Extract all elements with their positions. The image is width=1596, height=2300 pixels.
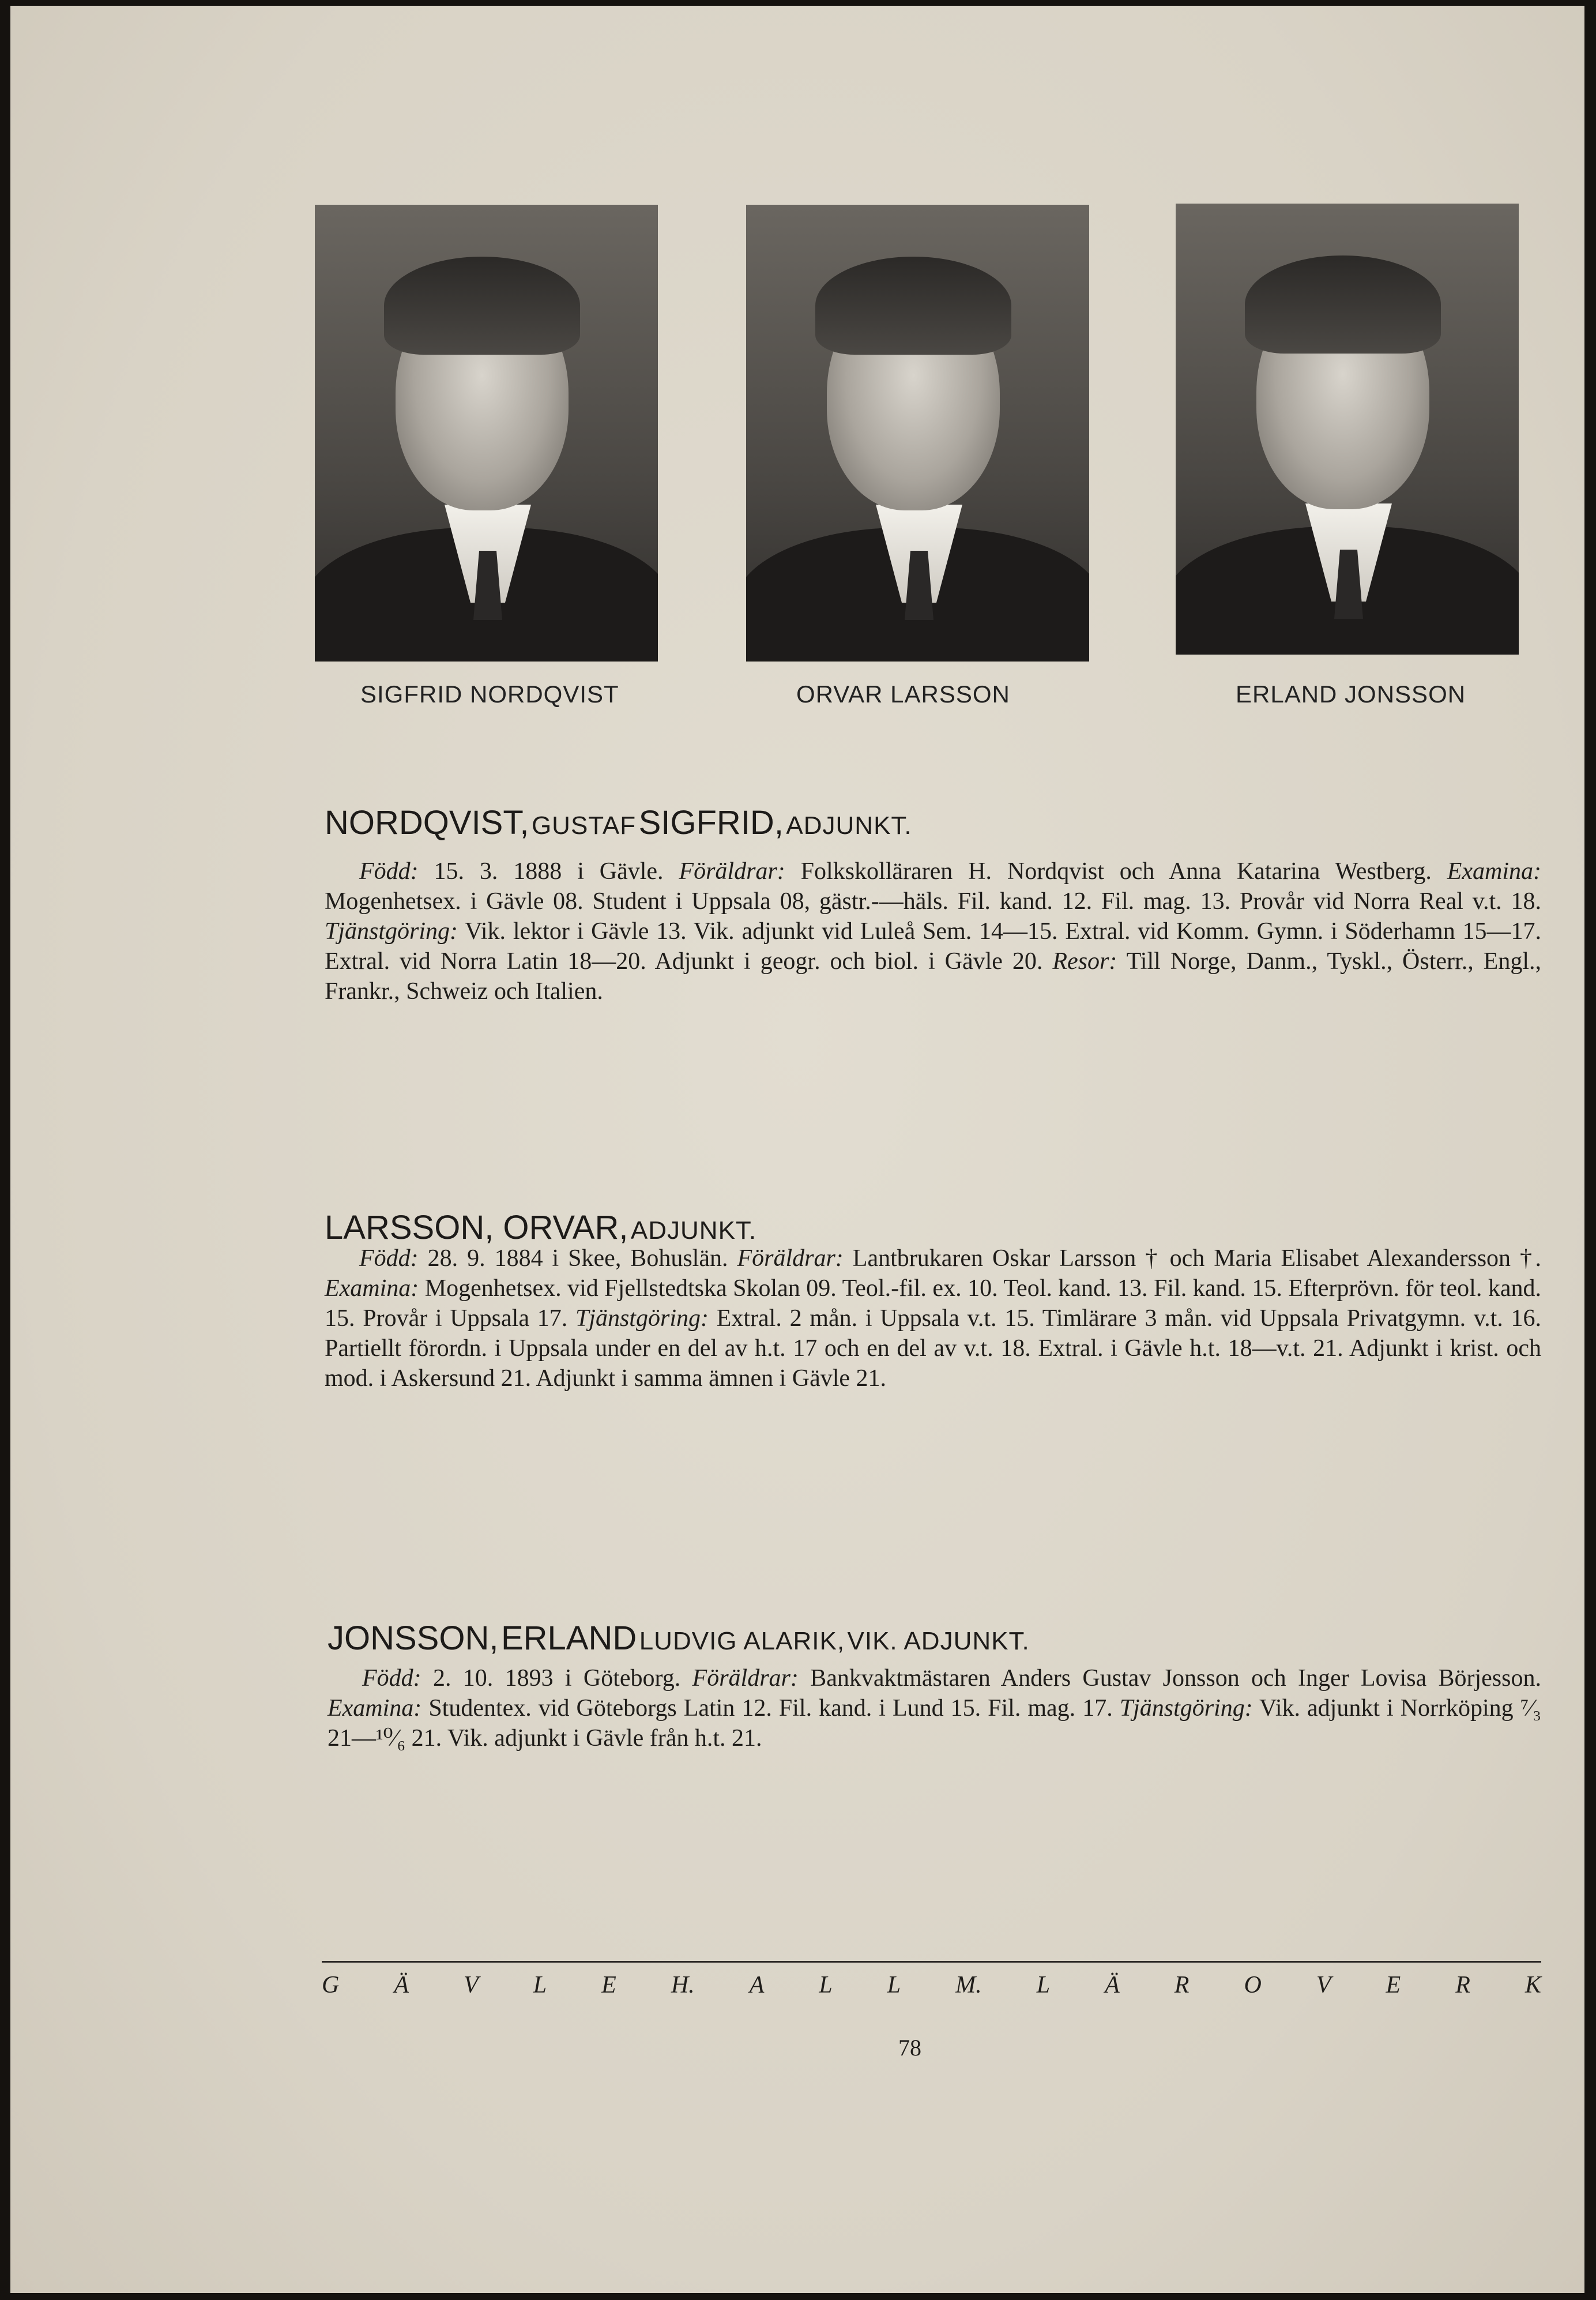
entry-biography: Född: 15. 3. 1888 i Gävle. Föräldrar: Folkskolläraren H. Nordqvist och Anna Katarina Westberg. Examina: Mogenhetsex. i Gävle 08. Student i Uppsala 08, gästr.-—häls. Fil. kand. 12. Fil. mag. 13. Provår vid Norra Real v.t. 18. Tjänstgöring: Vik. lektor i Gävle 13. Vik. adjunkt vid Luleå Sem. 14—15. Extral. vid Komm. Gymn. i Söderhamn 15—17. Extral. vid Norra Latin 18—20. Adjunkt i geogr. och biol. i Gävle 20. Resor: Till Norge, Danm., Tyskl., Österr., Engl., Frankr., Schweiz och Italien. xyxy=(325,858,1542,1005)
page xyxy=(10,6,1584,2293)
page-number: 78 xyxy=(898,2035,921,2061)
entry-heading: LARSSON, ORVAR, ADJUNKT. xyxy=(325,1209,757,1246)
entry-heading: NORDQVIST, GUSTAF SIGFRID, ADJUNKT. xyxy=(325,804,912,841)
entry-biography: Född: 2. 10. 1893 i Göteborg. Föräldrar: Bankvaktmästaren Anders Gustav Jonsson och Inger Lovisa Börjesson. Examina: Studentex. vid Göteborgs Latin 12. Fil. kand. i Lund 15. Fil. mag. 17. Tjänstgöring: Vik. adjunkt i Norrköping ⁷⁄₃ 21—¹⁰⁄₆ 21. Vik. adjunkt i Gävle från h.t. 21. xyxy=(328,1665,1541,1752)
footer-school-title: G Ä V L E H. A L L M. L Ä R O V E R K xyxy=(322,1972,1541,1998)
footer-rule xyxy=(322,1961,1541,1963)
portrait-photo-larsson xyxy=(746,205,1089,662)
entry-biography: Född: 28. 9. 1884 i Skee, Bohuslän. Föräldrar: Lantbrukaren Oskar Larsson † och Maria Elisabet Alexandersson †. Examina: Mogenhetsex. vid Fjellstedtska Skolan 09. Teol.-fil. ex. 10. Teol. kand. 13. Fil. kand. 15. Efterprövn. för teol. kand. 15. Provår i Uppsala 17. Tjänstgöring: Extral. 2 mån. i Uppsala v.t. 15. Timlärare 3 mån. vid Uppsala Privatgymn. v.t. 16. Partiellt förordn. i Uppsala under en del av h.t. 17 och en del av v.t. 18. Extral. i Gävle h.t. 18—v.t. 21. Adjunkt i krist. och mod. i Askersund 21. Adjunkt i samma ämnen i Gävle 21. xyxy=(325,1245,1542,1392)
photo-caption: ORVAR LARSSON xyxy=(796,681,1010,708)
portrait-photo-jonsson xyxy=(1176,204,1519,655)
entry-heading: JONSSON, ERLAND LUDVIG ALARIK, VIK. ADJUNKT. xyxy=(328,1619,1030,1657)
photo-caption: ERLAND JONSSON xyxy=(1236,681,1466,708)
photo-caption: SIGFRID NORDQVIST xyxy=(360,681,619,708)
portrait-photo-nordqvist xyxy=(315,205,658,662)
